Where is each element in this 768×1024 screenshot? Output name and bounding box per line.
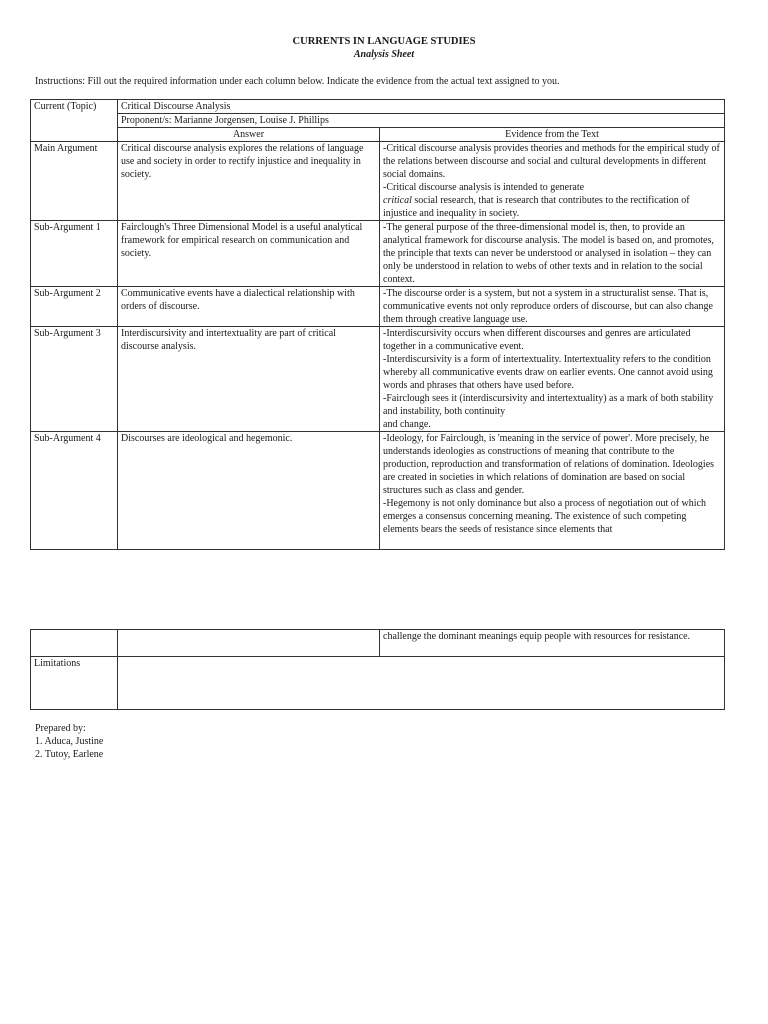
table-row [31,142,725,221]
document-subtitle: Analysis Sheet [353,49,415,60]
evidence-line: -Critical discourse analysis provides theories and methods for the empirical study of the relations between discourse and social and cultural developments in different social domains. [383,143,720,180]
row-evidence [380,142,725,221]
analysis-table-continued [30,629,725,710]
row-answer: Fairclough's Three Dimensional Model is a useful analytical framework for empirical research on communication and society. [118,221,380,287]
table-row-continuation [31,630,725,657]
continuation-label [31,630,118,657]
row-evidence [380,432,725,550]
evidence-line: -Interdiscursivity occurs when different discourses and genres are articulated together in a communicative event. [383,328,691,352]
prepared-by-name: 1. Aduca, Justine [35,736,104,747]
document-header [0,35,768,61]
evidence-line: -Interdiscursivity is a form of intertextuality. Intertextuality refers to the condition whereby all communicative events draw on earlier events. One cannot avoid using words and phrases that others have used before. [383,354,713,391]
table-row-column-headers [31,128,725,142]
evidence-line: -The general purpose of the three-dimensional model is, then, to provide an analytical framework for discourse analysis. The model is based on, and promotes, the principle that texts can never be understood or analysed in isolation – they can only be understood in relation to webs of other texts and in relation to the social context. [383,222,714,285]
table-row-current [31,100,725,114]
row-answer: Discourses are ideological and hegemonic. [118,432,380,550]
current-value-cell: Critical Discourse Analysis [118,100,725,114]
table-row [31,327,725,432]
row-evidence [380,221,725,287]
row-answer: Communicative events have a dialectical relationship with orders of discourse. [118,287,380,327]
current-label-cell: Current (Topic) [31,100,118,142]
row-label: Sub-Argument 3 [31,327,118,432]
limitations-value [118,657,725,710]
evidence-line [383,195,690,219]
continuation-answer [118,630,380,657]
row-label: Sub-Argument 2 [31,287,118,327]
evidence-line: -Ideology, for Fairclough, is 'meaning in the service of power'. More precisely, he understands ideologies as constructions of meaning that contribute to the production, reproduction and transformation of relations of domination. Ideologies are created in societies in which relations of domination are based on social structures such as class and gender. [383,433,715,496]
table-row-proponent [31,114,725,128]
row-label: Main Argument [31,142,118,221]
row-evidence [380,287,725,327]
row-evidence [380,327,725,432]
evidence-line: and change. [383,419,431,430]
evidence-line-continued: social research, that is research that contributes to the rectification of injustice and inequality in society. [383,195,690,219]
proponent-cell: Proponent/s: Marianne Jorgensen, Louise J. Phillips [118,114,725,128]
analysis-table [30,99,725,550]
prepared-by-name: 2. Tutoy, Earlene [35,749,104,760]
row-label: Sub-Argument 4 [31,432,118,550]
table-row-limitations [31,657,725,710]
table-row [31,432,725,550]
continuation-evidence: challenge the dominant meanings equip people with resources for resistance. [380,630,725,657]
document-title: CURRENTS IN LANGUAGE STUDIES [292,36,476,47]
answer-header: Answer [118,128,380,142]
prepared-by-section [35,722,103,761]
table-row [31,287,725,327]
table-row [31,221,725,287]
evidence-header: Evidence from the Text [380,128,725,142]
limitations-label: Limitations [31,657,118,710]
evidence-line: -Hegemony is not only dominance but also a process of negotiation out of which emerges a consensus concerning meaning. The existence of such competing elements bears the seeds of resistance since elements that [383,498,706,535]
row-answer: Interdiscursivity and intertextuality are part of critical discourse analysis. [118,327,380,432]
evidence-line: -The discourse order is a system, but not a system in a structuralist sense. That is, communicative events not only reproduce orders of discourse, but can also change them through creative language use. [383,288,713,325]
row-label: Sub-Argument 1 [31,221,118,287]
evidence-emphasis: critical [383,195,412,206]
evidence-line: -Critical discourse analysis is intended to generate [383,182,585,193]
instructions-text: Instructions: Fill out the required information under each column below. Indicate the evidence from the actual text assigned to you. [35,76,560,87]
evidence-line: -Fairclough sees it (interdiscursivity and intertextuality) as a mark of both stability and instability, both continuity [383,393,714,417]
prepared-by-label: Prepared by: [35,723,86,734]
row-answer: Critical discourse analysis explores the relations of language use and society in order to rectify injustice and inequality in society. [118,142,380,221]
